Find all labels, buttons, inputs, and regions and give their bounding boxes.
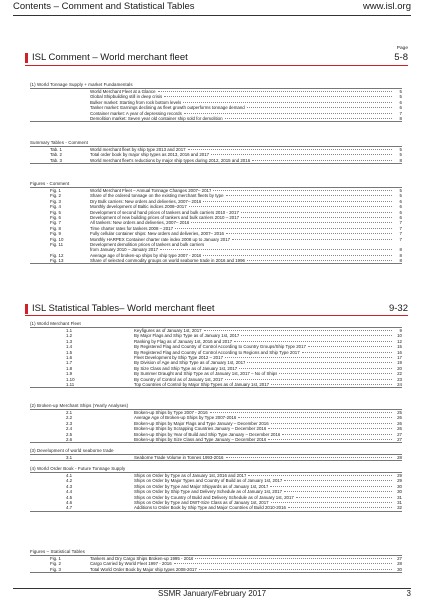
- dot-leader: [184, 113, 392, 114]
- dot-leader: [308, 346, 392, 347]
- entry-number: 1.5: [66, 349, 73, 355]
- dot-leader: [191, 222, 392, 223]
- entry-page: 27: [397, 556, 402, 561]
- entry-title: Keyfigures as of January 1st, 2017: [134, 328, 202, 333]
- entry-page: 7: [399, 231, 402, 237]
- entry-number: 4.4: [66, 489, 73, 495]
- dot-leader: [175, 228, 392, 229]
- entry-page: 5: [399, 152, 402, 158]
- entry-title: World Merchant Fleet – Annual Tonnage Changes 2007– 2017: [90, 188, 212, 193]
- toc-entry[interactable]: [30, 258, 402, 263]
- stats-section-rule: [25, 315, 408, 316]
- entry-title: Share of selected commodity groups on world seaborne trade in 2016 and 1996: [90, 258, 245, 264]
- dot-leader: [302, 352, 392, 353]
- entry-title: Top Countries of Control by Major Ship Types as of January 1st, 2017: [134, 381, 270, 387]
- entry-page: 32: [397, 505, 402, 511]
- comment-page-range: 5-8: [394, 52, 408, 63]
- entry-number: Fig. 6: [50, 214, 61, 220]
- dot-leader: [238, 417, 392, 418]
- dot-leader: [189, 206, 392, 207]
- entry-title: By Country of Control as of January 1st, 2017: [134, 376, 223, 382]
- header-url: www.isl.org: [362, 1, 411, 12]
- entry-number: 4.6: [66, 499, 73, 505]
- entry-page: 15: [397, 344, 402, 350]
- dot-leader: [247, 362, 392, 363]
- dot-leader: [203, 255, 392, 256]
- entry-number: Fig. 10: [50, 236, 64, 242]
- dot-leader: [279, 373, 392, 374]
- entry-page: 30: [397, 483, 402, 489]
- group-title: Summary Tables - Comment: [30, 140, 88, 145]
- dot-leader: [247, 260, 392, 261]
- entry-number: 2.5: [66, 431, 73, 437]
- dot-leader: [270, 486, 392, 487]
- footer-page-number: 3: [406, 589, 411, 598]
- group-title: (2) Broken-up Merchant Ships (Yearly Analyses): [30, 403, 129, 408]
- entry-page: 12: [397, 338, 402, 344]
- toc-group: [30, 472, 402, 512]
- entry-page: 10: [397, 333, 402, 339]
- entry-page: 16: [397, 349, 402, 355]
- dot-leader: [183, 102, 392, 103]
- entry-page: 28: [397, 561, 402, 567]
- dot-leader: [225, 357, 392, 358]
- group-title: Figures - Comment: [30, 181, 70, 186]
- entry-title: Ships on Order by Type and Major Shipyards as of January 1st, 2017: [134, 483, 269, 489]
- dot-leader: [239, 368, 392, 369]
- dot-leader: [213, 190, 392, 191]
- entry-page: 7: [399, 225, 402, 231]
- entry-number: 1.1: [66, 328, 73, 333]
- entry-number: 2.6: [66, 436, 73, 442]
- entry-title: Dry Bulk carriers: New orders and deliveries, 2007– 2016: [90, 198, 202, 204]
- entry-title: Container market: A year of depressing records: [90, 110, 182, 116]
- entry-title: Bulker market: Starting from rock bottom levels: [90, 99, 182, 105]
- entry-page: 5: [399, 89, 402, 94]
- entry-page: 8: [399, 157, 402, 163]
- entry-number: 1.7: [66, 360, 73, 366]
- dot-leader: [268, 439, 392, 440]
- entry-page: 31: [397, 499, 402, 505]
- entry-number: Tab. 2: [50, 152, 62, 158]
- dot-leader: [225, 379, 392, 380]
- dot-leader: [284, 480, 392, 481]
- entry-title: Seaborne Trade Volume in Tonnes 1993-2016: [134, 455, 224, 460]
- entry-title: Demolition market: Seven year old container ship sold for demolition: [90, 115, 223, 121]
- dot-leader: [271, 502, 392, 503]
- toc-group: [30, 327, 402, 388]
- running-header: [13, 1, 411, 13]
- toc-entry[interactable]: [30, 116, 402, 121]
- entry-title: By Registered Flag and Country of Control According to Country Groups/Ship Type 2017: [134, 344, 306, 350]
- entry-number: 1.2: [66, 333, 73, 339]
- entry-title: Development of new building prices of tankers and bulk carriers 2010 – 2017: [90, 214, 240, 220]
- entry-title: Monthly development of Baltic indices 2008–2017: [90, 204, 187, 210]
- entry-page: 6: [399, 105, 402, 111]
- entry-number: 1.9: [66, 371, 73, 377]
- stats-title-text: ISL Statistical Tables– World merchant fleet: [32, 303, 215, 314]
- toc-group: [30, 88, 402, 122]
- entry-page: 5: [399, 188, 402, 193]
- dot-leader: [188, 149, 392, 150]
- entry-number: Fig. 3: [50, 198, 61, 204]
- toc-entry[interactable]: [30, 158, 402, 163]
- toc-entry[interactable]: [30, 437, 402, 442]
- entry-number: 1.3: [66, 338, 73, 344]
- group-title: (3) Development of world seaborne trade: [30, 448, 114, 453]
- entry-title: Ships on Order by Ship Type and Delivery Schedule as of January 1st, 2017: [134, 489, 283, 495]
- toc-entry[interactable]: [30, 567, 402, 572]
- dot-leader: [226, 195, 392, 196]
- dot-leader: [271, 423, 392, 424]
- entry-title: Time charter rates for tankers 2008 – 2017: [90, 225, 174, 231]
- entry-page: 31: [397, 494, 402, 500]
- entry-number: Fig. 11: [50, 241, 64, 247]
- comment-title-text: ISL Comment – World merchant fleet: [32, 52, 188, 63]
- entry-page: 19: [397, 360, 402, 366]
- dot-leader: [203, 201, 392, 202]
- toc-group: [30, 555, 402, 573]
- entry-title: Total order book by major ship types as 2013, 2016 and 2017: [90, 152, 210, 158]
- dot-leader: [247, 107, 392, 108]
- entry-number: 2.1: [66, 410, 73, 415]
- stats-page-range: 9-32: [388, 303, 408, 314]
- footer: [13, 589, 411, 598]
- dot-leader: [241, 212, 392, 213]
- dot-leader: [210, 412, 392, 413]
- entry-number: Fig. 9: [50, 231, 61, 237]
- entry-title: Global Shipbuilding still in deep crisis: [90, 94, 163, 100]
- entry-page: 6: [399, 204, 402, 210]
- entry-page: 29: [397, 478, 402, 484]
- group-title: Figures – Statistical Tables: [30, 549, 85, 554]
- entry-title: Broken-up Ships by Scrapping Countries January – December 2016: [134, 426, 267, 432]
- entry-title: Broken-up Ships by Year of Build and Ship Type January – December 2016: [134, 431, 281, 437]
- entry-number: 1.10: [66, 376, 75, 382]
- header-rule: [13, 15, 411, 16]
- entry-number: 4.7: [66, 505, 73, 511]
- dot-leader: [226, 457, 392, 458]
- entry-title: Development demolition prices of tankers and bulk carriers: [90, 241, 205, 247]
- entry-page: 6: [399, 209, 402, 215]
- entry-number: 4.2: [66, 478, 73, 484]
- entry-page: 27: [397, 431, 402, 437]
- entry-page: 8: [399, 247, 402, 253]
- entry-title: Average Age of Broken-up Ships by Type 2007-2016: [134, 415, 237, 421]
- entry-number: 2.2: [66, 415, 73, 421]
- entry-title: Total World Order Book by Major ship types 2008-2017: [90, 566, 197, 572]
- entry-title: Fleet Development by Ship Type 2012 – 2017: [134, 354, 224, 360]
- comment-section-title: [32, 52, 408, 63]
- entry-page: 8: [399, 115, 402, 121]
- header-title: Contents – Comment and Statistical Tables: [13, 1, 195, 12]
- toc-group: [30, 454, 402, 461]
- entry-title: Development of second hand prices of tankers and bulk carriers 2010 - 2017: [90, 209, 239, 215]
- comment-section-rule: [25, 65, 408, 66]
- entry-page: 5: [399, 94, 402, 100]
- entry-title: Tanker market: Earnings declining as fleet growth outperforms tonnage demand: [90, 105, 245, 111]
- dot-leader: [288, 507, 392, 508]
- entry-title: Ships on Order by Major Types and Country of Build as of January 1st, 2017: [134, 478, 283, 484]
- footer-issue: SSMR January/February 2017: [157, 589, 267, 598]
- dot-leader: [199, 569, 392, 570]
- entry-number: Fig. 13: [50, 258, 64, 264]
- entry-title: Cargo Carried by World Fleet 1997 - 2016: [90, 561, 172, 567]
- group-title: (1) World Tonnage Supply + market Fundamentals: [30, 82, 133, 87]
- dot-leader: [211, 154, 392, 155]
- entry-page: 26: [397, 415, 402, 421]
- entry-title: Monthly HARPEX Container charter rate index 2008 up to January 2017: [90, 236, 231, 242]
- accent-bar: [25, 304, 28, 314]
- toc-group: [30, 187, 402, 264]
- entry-number: Tab. 1: [50, 147, 62, 152]
- toc-group: [30, 146, 402, 164]
- entry-title: Broken-up Ships by Size Class and Type January – December 2016: [134, 436, 267, 442]
- entry-number: 1.8: [66, 365, 73, 371]
- entry-title: By Major Flags and Ship Type as of January 1st, 2017: [134, 333, 240, 339]
- entry-title: World Merchant Fleet at a Glance: [90, 89, 156, 94]
- toc-entry[interactable]: [30, 382, 402, 387]
- entry-number: 2.3: [66, 420, 73, 426]
- entry-title: World merchant fleet's reductions by major ship types during 2012, 2015 and 2016: [90, 157, 251, 163]
- entry-page: 7: [399, 236, 402, 242]
- toc-entry[interactable]: [30, 505, 402, 510]
- dot-leader: [284, 491, 392, 492]
- entry-number: 4.3: [66, 483, 73, 489]
- entry-number: Fig. 2: [50, 561, 61, 567]
- dot-leader: [271, 384, 392, 385]
- entry-title: Ships on Order by Country of Build and Delivery Schedule as of January 1st, 2017: [134, 494, 294, 500]
- dot-leader: [241, 335, 392, 336]
- dot-leader: [158, 91, 392, 92]
- entry-page: 26: [397, 420, 402, 426]
- entry-page: 8: [399, 258, 402, 264]
- entry-number: Fig. 7: [50, 220, 61, 226]
- entry-number: Tab. 3: [50, 157, 62, 163]
- entry-page: 6: [399, 99, 402, 105]
- dot-leader: [248, 475, 392, 476]
- entry-number: 3.1: [66, 455, 73, 460]
- dot-leader: [226, 233, 392, 234]
- entry-page: 20: [397, 365, 402, 371]
- entry-number: 1.4: [66, 344, 73, 350]
- entry-number: Fig. 12: [50, 252, 64, 258]
- entry-page: 24: [397, 381, 402, 387]
- entry-title: Additions to Order Book by Ship Type and Major Countries of Build 2010-2016: [134, 505, 286, 511]
- entry-page: 6: [399, 214, 402, 220]
- entry-number: 4.5: [66, 494, 73, 500]
- entry-title: Share of the ordered tonnage on the existing merchant fleets by type: [90, 193, 224, 199]
- dot-leader: [268, 428, 392, 429]
- entry-number: Fig. 1: [50, 556, 61, 561]
- entry-page: 8: [399, 252, 402, 258]
- dot-leader: [195, 558, 392, 559]
- entry-title: By Division of Age and Ship Type as of January 1st, 2017: [134, 360, 246, 366]
- entry-title: from January 2010 – January 2017: [90, 247, 159, 253]
- dot-leader: [232, 239, 392, 240]
- group-title: (1) World Merchant Fleet: [30, 321, 81, 326]
- entry-page: 5: [399, 193, 402, 199]
- entry-title: Ranking by Flag as of January 1st, 2016 and 2017: [134, 338, 233, 344]
- entry-number: 2.4: [66, 426, 73, 432]
- entry-number: Fig. 5: [50, 209, 61, 215]
- entry-page: 5: [399, 147, 402, 152]
- entry-page: 23: [397, 376, 402, 382]
- dot-leader: [234, 341, 392, 342]
- dot-leader: [282, 434, 392, 435]
- entry-page: 17: [397, 354, 402, 360]
- entry-number: 1.6: [66, 354, 73, 360]
- entry-number: Fig. 2: [50, 193, 61, 199]
- dot-leader: [252, 160, 392, 161]
- page-column-label: Page: [396, 46, 408, 51]
- entry-page: 26: [397, 426, 402, 432]
- entry-title: Ships on Order by Type and DWT-Size Class as of January 1st, 2017: [134, 499, 269, 505]
- entry-page: 30: [397, 489, 402, 495]
- entry-page: 7: [399, 220, 402, 226]
- entry-page: 25: [397, 410, 402, 415]
- entry-page: 30: [397, 566, 402, 572]
- toc-group: [30, 409, 402, 443]
- dot-leader: [164, 96, 392, 97]
- toc-entry[interactable]: [30, 455, 402, 460]
- entry-title: World merchant fleet by ship type 2013 and 2017: [90, 147, 186, 152]
- dot-leader: [204, 330, 392, 331]
- dot-leader: [174, 563, 392, 564]
- entry-number: Fig. 8: [50, 225, 61, 231]
- entry-title: By Size Class and Ship Type as of January 1st, 2017: [134, 365, 238, 371]
- entry-title: All tankers: New orders and deliveries, 2007– 2016: [90, 220, 190, 226]
- group-title: (4) World Order Book - Future Tonnage Supply: [30, 466, 126, 471]
- entry-title: By Summer Draught and Ship Type as of January 1st, 2017 – No of Ships: [134, 371, 278, 377]
- accent-bar: [25, 53, 28, 63]
- entry-number: 1.11: [66, 381, 75, 387]
- entry-page: 28: [397, 455, 402, 460]
- entry-number: Fig. 4: [50, 204, 61, 210]
- entry-title: Tankers and Dry Cargo Ships Broken-up 1995 - 2016: [90, 556, 194, 561]
- entry-number: Fig. 1: [50, 188, 61, 193]
- entry-number: Fig. 3: [50, 566, 61, 572]
- entry-title: By Registered Flag and Country of Control According to Regions and Ship Type 2017: [134, 349, 300, 355]
- dot-leader: [296, 497, 392, 498]
- entry-page: 9: [399, 328, 402, 333]
- entry-title: Broken-up Ships by Type 2007 - 2016: [134, 410, 208, 415]
- dot-leader: [160, 249, 392, 250]
- dot-leader: [225, 118, 392, 119]
- entry-page: 7: [399, 110, 402, 116]
- stats-section-title: [32, 303, 408, 314]
- entry-title: Average age of broken-up ships by ship type 2007 - 2016: [90, 252, 202, 258]
- entry-number: 4.1: [66, 473, 73, 478]
- entry-title: Broken-up Ships by Major Flags and Type January – December 2016: [134, 420, 269, 426]
- entry-page: 27: [397, 436, 402, 442]
- entry-page: 22: [397, 371, 402, 377]
- entry-title: Fully cellular container ships: New orders and deliveries, 2007– 2016: [90, 231, 224, 237]
- entry-page: 29: [397, 473, 402, 478]
- entry-title: Ships on Order by Type as of January 1st, 2016 and 2017: [134, 473, 247, 478]
- entry-page: 6: [399, 198, 402, 204]
- dot-leader: [241, 217, 392, 218]
